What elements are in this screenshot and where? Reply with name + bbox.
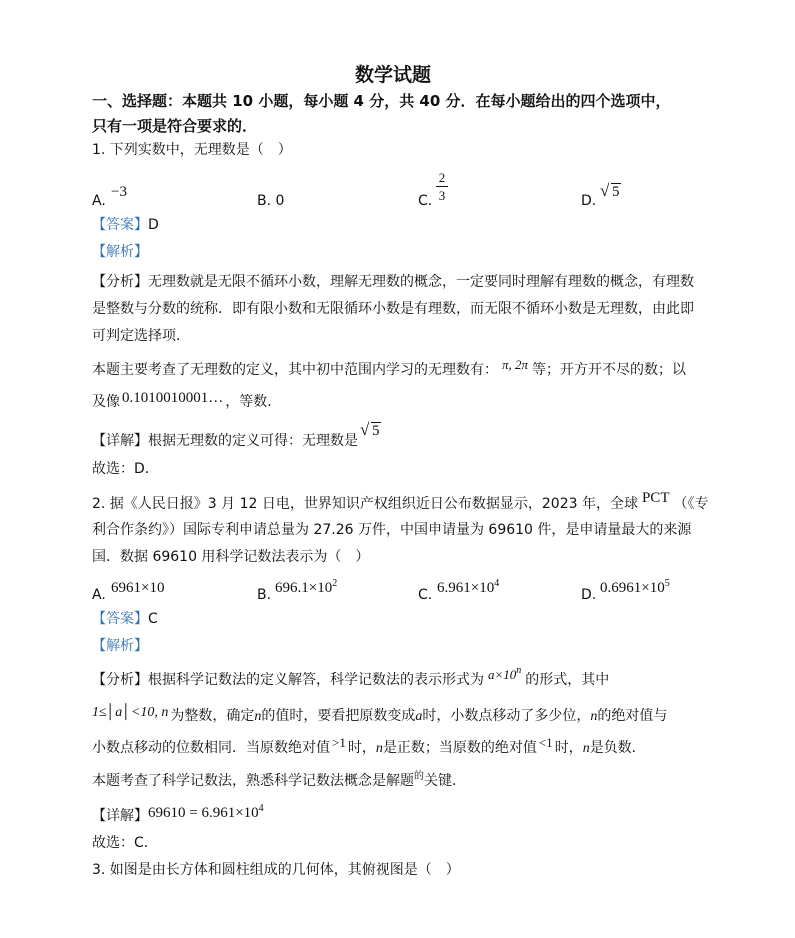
math: a×10 (488, 667, 517, 682)
exponent: 2 (332, 578, 338, 589)
exponent: 5 (664, 578, 670, 589)
q2-stem-line1 (92, 490, 709, 514)
q1-option-d-label: D. (581, 193, 597, 209)
fenxi-text: 是正数；当原数的绝对值 (382, 740, 537, 756)
q1-option-d-value: 5 (612, 184, 620, 200)
detail-tag: 【详解】 (92, 433, 148, 449)
note-math: 0.1010010001… (122, 390, 224, 406)
fenxi-text: 根据科学记数法的定义解答，科学记数法的表示形式为 (148, 672, 484, 688)
math-a: a (415, 709, 423, 724)
answer-tag: 【答案】 (92, 217, 148, 233)
math-gt: >1 (332, 735, 346, 750)
q1-option-c-label: C. (418, 193, 433, 209)
q2-text: 2. 据《人民日报》3 月 12 日电，世界知识产权组织近日公布数据显示，2023 年，全球 (92, 496, 638, 512)
q2-option-b-value (275, 580, 337, 597)
q1-answer (92, 215, 159, 235)
fenxi-text: 的形式，其中 (525, 672, 610, 688)
q2-analysis-tag: 【解析】 (92, 638, 148, 654)
exponent: 4 (494, 578, 500, 589)
answer-tag: 【答案】 (92, 611, 148, 627)
fenxi-text: 是负数． (589, 740, 646, 756)
q1-option-c-numerator: 2 (438, 170, 446, 185)
q2-stem-line3: 国．数据 69610 用科学记数法表示为（ ） (92, 549, 370, 565)
fenxi-text: 为整数，确定 (170, 708, 255, 724)
fenxi-math (484, 667, 525, 682)
q1-option-b: B. 0 (257, 193, 285, 209)
fenxi-text: 时，小数点移动了多少位， (422, 708, 591, 724)
value: 6.961×10 (437, 580, 495, 596)
q1-note-line2 (92, 392, 281, 412)
q1-note-line1 (92, 357, 687, 380)
exponent: n (516, 665, 522, 676)
fenxi-text: 的绝对值与 (597, 708, 668, 724)
q1-analysis-tag: 【解析】 (92, 244, 148, 260)
q3-stem: 3. 如图是由长方体和圆柱组成的几何体，其俯视图是（ ） (92, 862, 460, 878)
math-lt: <1 (538, 735, 553, 750)
math: 69610 = 6.961×10 (148, 805, 259, 821)
q1-option-c-denominator: 3 (438, 188, 446, 203)
note-math: π, 2π (502, 357, 529, 372)
q2-answer (92, 609, 158, 629)
note-text: ，等数． (225, 394, 282, 410)
detail-tag: 【详解】 (92, 808, 148, 824)
math-n: n (590, 709, 598, 724)
q1-option-c-fraction-bar (436, 186, 448, 187)
q2-fenxi-line3 (92, 735, 646, 759)
note-text: 本题考查了科学记数法，熟悉科学记数法概念是解题 (92, 773, 414, 789)
fenxi-tag: 【分析】 (92, 274, 148, 290)
q1-option-a-label: A. (92, 193, 106, 209)
q2-choice: 故选：C． (92, 835, 158, 851)
fenxi-text: 时， (347, 740, 376, 756)
q1-fenxi-line2: 是整数与分数的统称．即有限小数和无限循环小数是有理数，而无限不循环小数是无理数，由此即 (92, 301, 694, 317)
q2-pct: PCT (641, 490, 670, 506)
detail-math (148, 805, 264, 821)
answer-value: C (148, 611, 158, 627)
q1-option-a-value: −3 (111, 184, 127, 200)
q2-option-a-value: 6961×10 (111, 580, 165, 596)
q1-fenxi-line1 (92, 272, 694, 292)
detail-text: 根据无理数的定义可得：无理数是 (148, 433, 358, 449)
note-text: 关键． (424, 773, 466, 789)
fenxi-text: 无理数就是无限不循环小数，理解无理数的概念，一定要同时理解有理数的概念，有理数 (148, 274, 694, 290)
q2-note (92, 771, 466, 793)
section-heading-line1: 一、选择题：本题共 10 小题，每小题 4 分，共 40 分．在每小题给出的四个选项中， (92, 92, 671, 110)
q1-detail-radical-icon: √ (360, 420, 370, 439)
note-text: 本题主要考查了无理数的定义，其中初中范围内学习的无理数有： (92, 362, 498, 378)
page-title: 数学试题 (355, 64, 432, 86)
math-n: n (375, 741, 383, 756)
note-text: 等；开方开不尽的数；以 (532, 362, 687, 378)
fenxi-text: 的值时，要看把原数变成 (261, 708, 416, 724)
q1-detail-value: 5 (372, 423, 380, 439)
answer-value: D (148, 217, 159, 233)
fenxi-text: 时， (554, 740, 583, 756)
exponent: 4 (258, 803, 264, 814)
q2-detail (92, 803, 264, 828)
q2-option-a-label: A. (92, 587, 106, 603)
q2-fenxi-line2 (92, 706, 667, 727)
section-heading-line2: 只有一项是符合要求的． (92, 117, 258, 135)
q2-option-b-label: B. (257, 587, 272, 603)
q1-option-d-radical-icon: √ (600, 181, 610, 200)
fenxi-text: 小数点移动的位数相同．当原数绝对值 (92, 740, 330, 756)
q1-stem: 1. 下列实数中，无理数是（ ） (92, 142, 292, 158)
value: 696.1×10 (275, 580, 333, 596)
q2-option-c-value (437, 580, 499, 597)
math-n: n (254, 709, 262, 724)
q2-fenxi-line1 (92, 665, 610, 692)
note-small: 的 (414, 771, 424, 782)
q2-stem-line2: 利合作条约》）国际专利申请总量为 27.26 万件，中国申请量为 69610 件，是申请量最大的来源 (92, 522, 692, 538)
q2-option-d-value (600, 580, 670, 597)
q2-text: （《专 (673, 496, 709, 512)
q2-option-d-label: D. (581, 587, 597, 603)
q1-choice: 故选：D． (92, 461, 159, 477)
math-n: n (582, 741, 590, 756)
fenxi-math: 1≤│a│<10, n (92, 705, 169, 720)
note-text: 及像 (92, 394, 120, 410)
q1-fenxi-line3: 可判定选择项． (92, 328, 190, 344)
q2-option-c-label: C. (418, 587, 433, 603)
q1-detail (92, 431, 358, 451)
fenxi-tag: 【分析】 (92, 672, 148, 688)
value: 0.6961×10 (600, 580, 665, 596)
